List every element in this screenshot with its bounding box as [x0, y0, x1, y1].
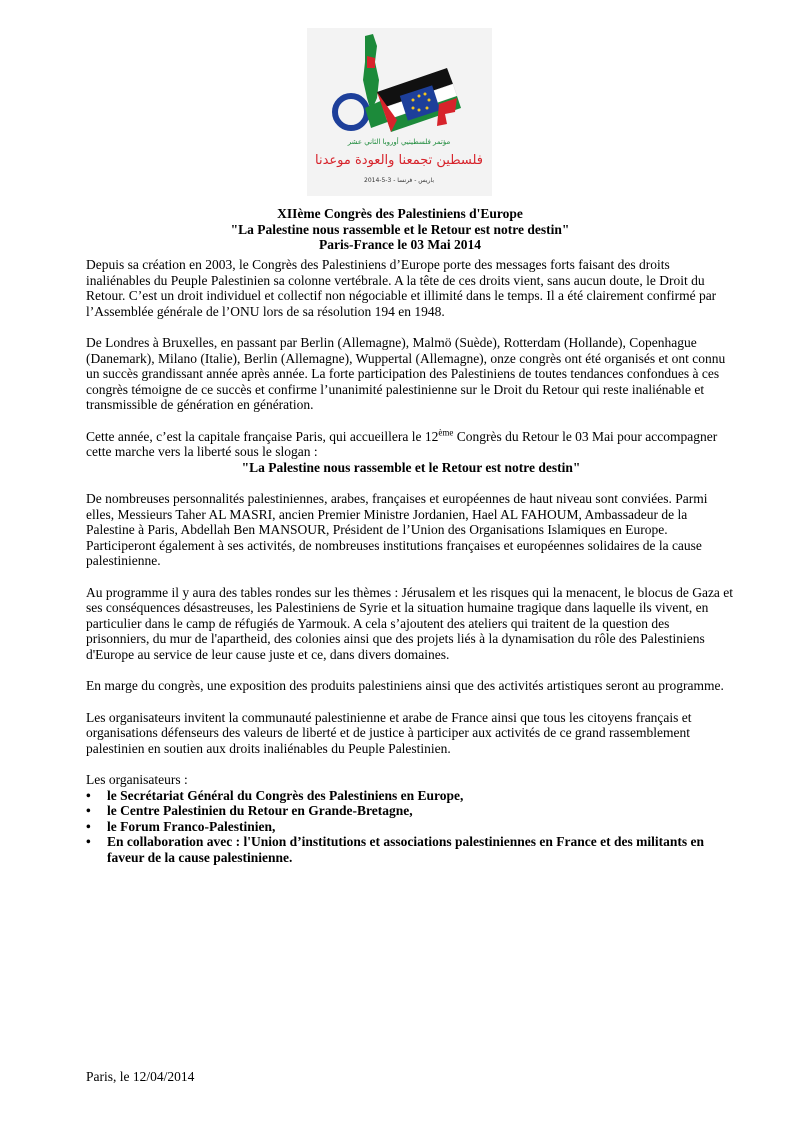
document-body [86, 257, 736, 865]
logo-line-3: باريس - فرنسا - 3-5-2014 [364, 177, 434, 184]
organizer-item: • le Centre Palestinien du Retour en Grande-Bretagne, [107, 803, 736, 819]
heading-title: XIIème Congrès des Palestiniens d'Europe [277, 206, 523, 221]
paragraph-invitation: Les organisateurs invitent la communauté palestinienne et arabe de France ainsi que tous les citoyens français et organisations défenseurs des valeurs de liberté et de justice à participer aux activités de ce grand rassemblement palestinien en soutien aux droits inaliénables du Peuple Palestinien. [86, 709, 692, 756]
logo-line-1: مؤتمر فلسطينيي أوروبا الثاني عشر [347, 138, 451, 146]
organizers-list [86, 788, 736, 866]
ordinal-superscript: ème [438, 427, 454, 437]
paragraph-intro: Depuis sa création en 2003, le Congrès des Palestiniens d’Europe porte des messages forts faisant des droits inaliénables du Peuple Palestinien sa colonne vertébrale. A la tête de ces droits vient, sans aucun doute, le Droit du Retour. C’est un droit individuel et collectif non négociable et illimité dans le temps. Il a été clairement confirmé par l’Assemblée générale de l’ONU lors de sa résolution 194 en 1948. [86, 257, 717, 319]
organizers-label: Les organisateurs : [86, 772, 188, 787]
congress-logo [307, 28, 492, 196]
organizers-section [86, 772, 736, 865]
paragraph-paris [86, 429, 736, 476]
logo-graphic [307, 28, 492, 196]
paragraph-history: De Londres à Bruxelles, en passant par Berlin (Allemagne), Malmö (Suède), Rotterdam (Hollande), Copenhague (Danemark), Milano (Italie), Berlin (Allemagne), Wuppertal (Allemagne), onze congrès ont été organisés et ont connu un succès grandissant année après année. La forte participation des Palestiniens de toutes tendances confondues à ces congrès témoigne de ce succès et confirme l’unanimité palestinienne sur le Droit du Retour qui reste inaliénable et transmissible de génération en génération. [86, 335, 726, 412]
paragraph-paris-end: Congrès du Retour le 03 Mai pour accompagner cette marche vers la liberté sous le slogan : [86, 428, 718, 459]
heading-slogan: "La Palestine nous rassemble et le Retour est notre destin" [230, 221, 570, 237]
organizer-item: • le Secrétariat Général du Congrès des Palestiniens en Europe, [107, 788, 736, 804]
organizer-item: • le Forum Franco-Palestinien, [107, 819, 736, 835]
paragraph-guests: De nombreuses personnalités palestiniennes, arabes, françaises et européennes de haut niveau sont conviées. Parmi elles, Messieurs Taher AL MASRI, ancien Premier Ministre Jordanien, Hael AL FAHOUM, Ambassadeur de la Palestine à Paris, Abdellah Ben MANSOUR, Président de l’Union des Organisations Islamiques en Europe. Participeront également à ses activités, de nombreuses institutions françaises et européennes solidaires de la cause palestinienne. [86, 491, 708, 568]
organizer-item: • En collaboration avec : l'Union d’institutions et associations palestiniennes en France et des militants en faveur de la cause palestinienne. [107, 834, 736, 865]
paragraph-paris-start: Cette année, c’est la capitale française Paris, qui accueillera le 12 [86, 428, 439, 444]
slogan: "La Palestine nous rassemble et le Retour est notre destin" [241, 459, 581, 475]
paragraph-exhibition: En marge du congrès, une exposition des produits palestiniens ainsi que des activités artistiques seront au programme. [86, 678, 724, 693]
heading-place-date: Paris-France le 03 Mai 2014 [319, 237, 481, 252]
document-heading [0, 206, 800, 253]
signature-date: Paris, le 12/04/2014 [86, 1069, 195, 1084]
logo-line-2: فلسطين تجمعنا والعودة موعدنا [315, 153, 483, 168]
paragraph-program: Au programme il y aura des tables rondes sur les thèmes : Jérusalem et les risques qui la menacent, le blocus de Gaza et ses conséquences désastreuses, les Palestiniens de Syrie et la situation humaine tragique dans laquelle ils vivent, en particulier dans le camp de réfugiés de Yarmouk. A cela s’ajoutent des ateliers qui traitent de la question des prisonniers, du mur de l'apartheid, des colonies ainsi que des projets liés à la dynamisation du rôle des Palestiniens d'Europe au service de leur cause juste et ce, dans divers domaines. [86, 584, 734, 662]
key-ring-icon [335, 96, 367, 128]
